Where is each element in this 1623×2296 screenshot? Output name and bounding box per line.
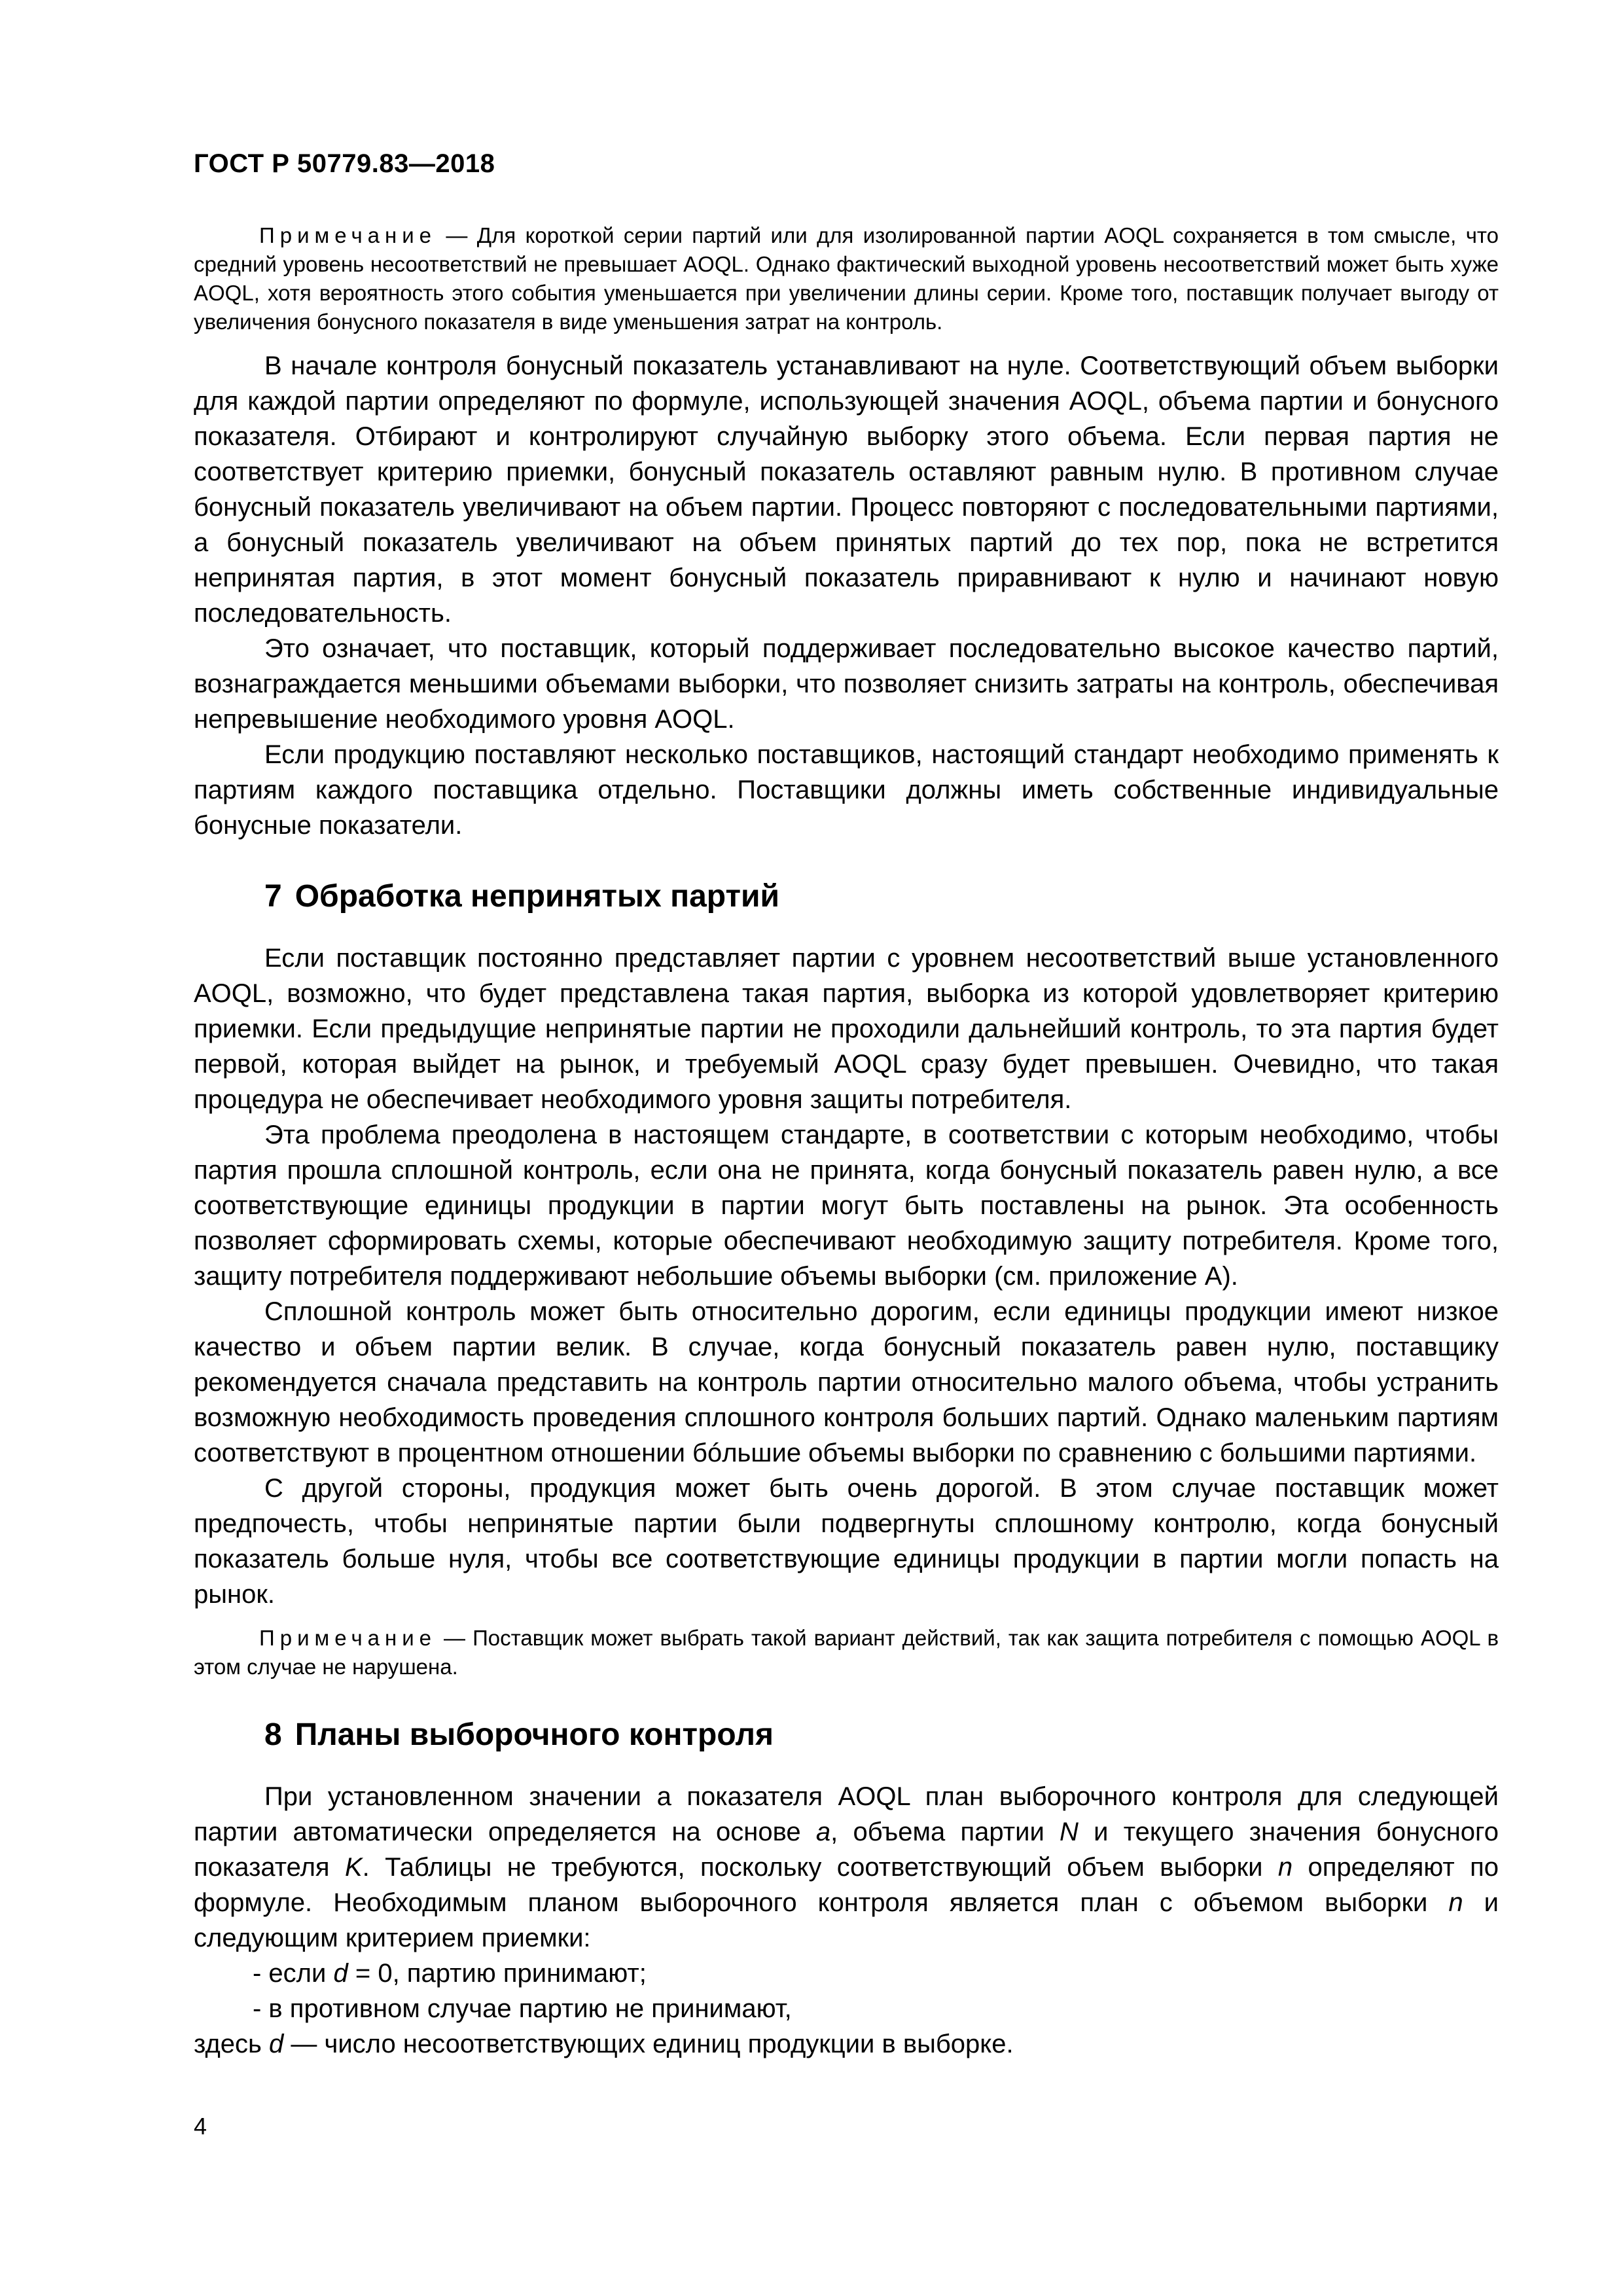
text-run: определяют по формуле. Необходимым планом выборочного контроля является план с объемом выборки: [194, 1853, 1499, 1917]
section-7-paragraph-4: С другой стороны, продукция может быть очень дорогой. В этом случае поставщик может предпочесть, чтобы непринятые партии были подвергнуты сплошному контролю, когда бонусный показатель больше нуля, чтобы все соответствующие единицы продукции в партии могли попасть на рынок.: [194, 1474, 1499, 1609]
section-8-title: Планы выборочного контроля: [294, 1717, 774, 1752]
document-header: ГОСТ Р 50779.83—2018: [194, 149, 495, 178]
section-7-number: 7: [264, 879, 282, 914]
section-7-paragraph-2: Эта проблема преодолена в настоящем стандарте, в соответствии с которым необходимо, чтобы партия прошла сплошной контроль, если она не принята, когда бонусный показатель равен нулю, а все соответствующие единицы продукции в партии могут быть поставлены на рынок. Эта особенность позволяет сформировать схемы, которые обеспечивают необходимую защиту потребителя. Кроме того, защиту потребителя поддерживают небольшие объемы выборки (см. приложение А).: [194, 1121, 1499, 1291]
section-8-number: 8: [264, 1717, 282, 1752]
section-7-paragraph-1: Если поставщик постоянно представляет партии с уровнем несоответствий выше установленного AOQL, возможно, что будет представлена такая партия, выборка из которой удовлетворяет критерию приемки. Если предыдущие непринятые партии не проходили дальнейший контроль, то эта партия будет первой, которая выйдет на рынок, и требуемый AOQL сразу будет превышен. Очевидно, что такая процедура не обеспечивает необходимого уровня защиты потребителя.: [194, 944, 1499, 1114]
text-run: — число несоответствующих единиц продукции в выборке.: [283, 2030, 1014, 2058]
variable-d: d: [333, 1959, 348, 1988]
criterion-accept: [253, 1956, 1499, 1991]
variable-K: K: [344, 1853, 363, 1882]
definition-d: [194, 2026, 1499, 2062]
variable-n: n: [1277, 1853, 1293, 1882]
criterion-reject: - в противном случае партию не принимают,: [253, 1994, 792, 2023]
section-7-title: Обработка непринятых партий: [294, 879, 779, 914]
paragraph-supplier-reward: Это означает, что поставщик, который поддерживает последовательно высокое качество партий, вознаграждается меньшими объемами выборки, что позволяет снизить затраты на контроль, обеспечивая непревышение необходимого уровня AOQL.: [194, 634, 1499, 734]
variable-n: n: [1448, 1888, 1463, 1917]
section-8-paragraph-1: [194, 1779, 1499, 1956]
section-7-heading: [264, 878, 1499, 914]
text-run: и следующим критерием приемки:: [194, 1888, 1499, 1952]
section-7-paragraph-3: Сплошной контроль может быть относительно дорогим, если единицы продукции имеют низкое качество и объем партии велик. В случае, когда бонусный показатель равен нулю, поставщику рекомендуется сначала представить на контроль партии относительно малого объема, чтобы устранить возможную необходимость проведения сплошного контроля больших партий. Однако маленьким партиям соответствуют в процентном отношении бóльшие объемы выборки по сравнению с большими партиями.: [194, 1297, 1499, 1467]
text-run: При установленном значении a показателя AOQL план выборочного контроля для следующей партии автоматически определяется на основе: [194, 1782, 1499, 1846]
text-run: и текущего значения бонусного показателя: [194, 1818, 1499, 1882]
text-run: здесь: [194, 2030, 269, 2058]
variable-a: a: [815, 1818, 831, 1846]
variable-d: d: [269, 2030, 284, 2058]
text-run: - если: [253, 1959, 334, 1988]
page-number: 4: [194, 2113, 207, 2140]
note-text: — Поставщик может выбрать такой вариант действий, так как защита потребителя с помощью AOQL в этом случае не нарушена.: [194, 1626, 1499, 1679]
note-2: [194, 1624, 1499, 1681]
note-label: Примечание: [259, 223, 437, 247]
variable-N: N: [1060, 1818, 1079, 1846]
text-run: , объема партии: [830, 1818, 1060, 1846]
page-content: [194, 221, 1499, 2062]
note-label: Примечание: [259, 1626, 437, 1650]
paragraph-multiple-suppliers: Если продукцию поставляют несколько поставщиков, настоящий стандарт необходимо применять к партиям каждого поставщика отдельно. Поставщики должны иметь собственные индивидуальные бонусные показатели.: [194, 740, 1499, 840]
note-text: — Для короткой серии партий или для изолированной партии AOQL сохраняется в том смысле, что средний уровень несоответствий не превышает AOQL. Однако фактический выходной уровень несоответствий может быть хуже AOQL, хотя вероятность этого события уменьшается при увеличении длины серии. Кроме того, поставщик получает выгоду от увеличения бонусного показателя в виде уменьшения затрат на контроль.: [194, 223, 1499, 334]
text-run: . Таблицы не требуются, поскольку соответствующий объем выборки: [362, 1853, 1278, 1882]
section-8-heading: [264, 1717, 1499, 1753]
text-run: = 0, партию принимают;: [348, 1959, 647, 1988]
paragraph-bonus-start: В начале контроля бонусный показатель устанавливают на нуле. Соответствующий объем выборки для каждой партии определяют по формуле, использующей значения AOQL, объема партии и бонусного показателя. Отбирают и контролируют случайную выборку этого объема. Если первая партия не соответствует критерию приемки, бонусный показатель оставляют равным нулю. В противном случае бонусный показатель увеличивают на объем партии. Процесс повторяют с последовательными партиями, а бонусный показатель увеличивают на объем принятых партий до тех пор, пока не встретится непринятая партия, в этот момент бонусный показатель приравнивают к нулю и начинают новую последовательность.: [194, 351, 1499, 628]
note-1: [194, 221, 1499, 336]
